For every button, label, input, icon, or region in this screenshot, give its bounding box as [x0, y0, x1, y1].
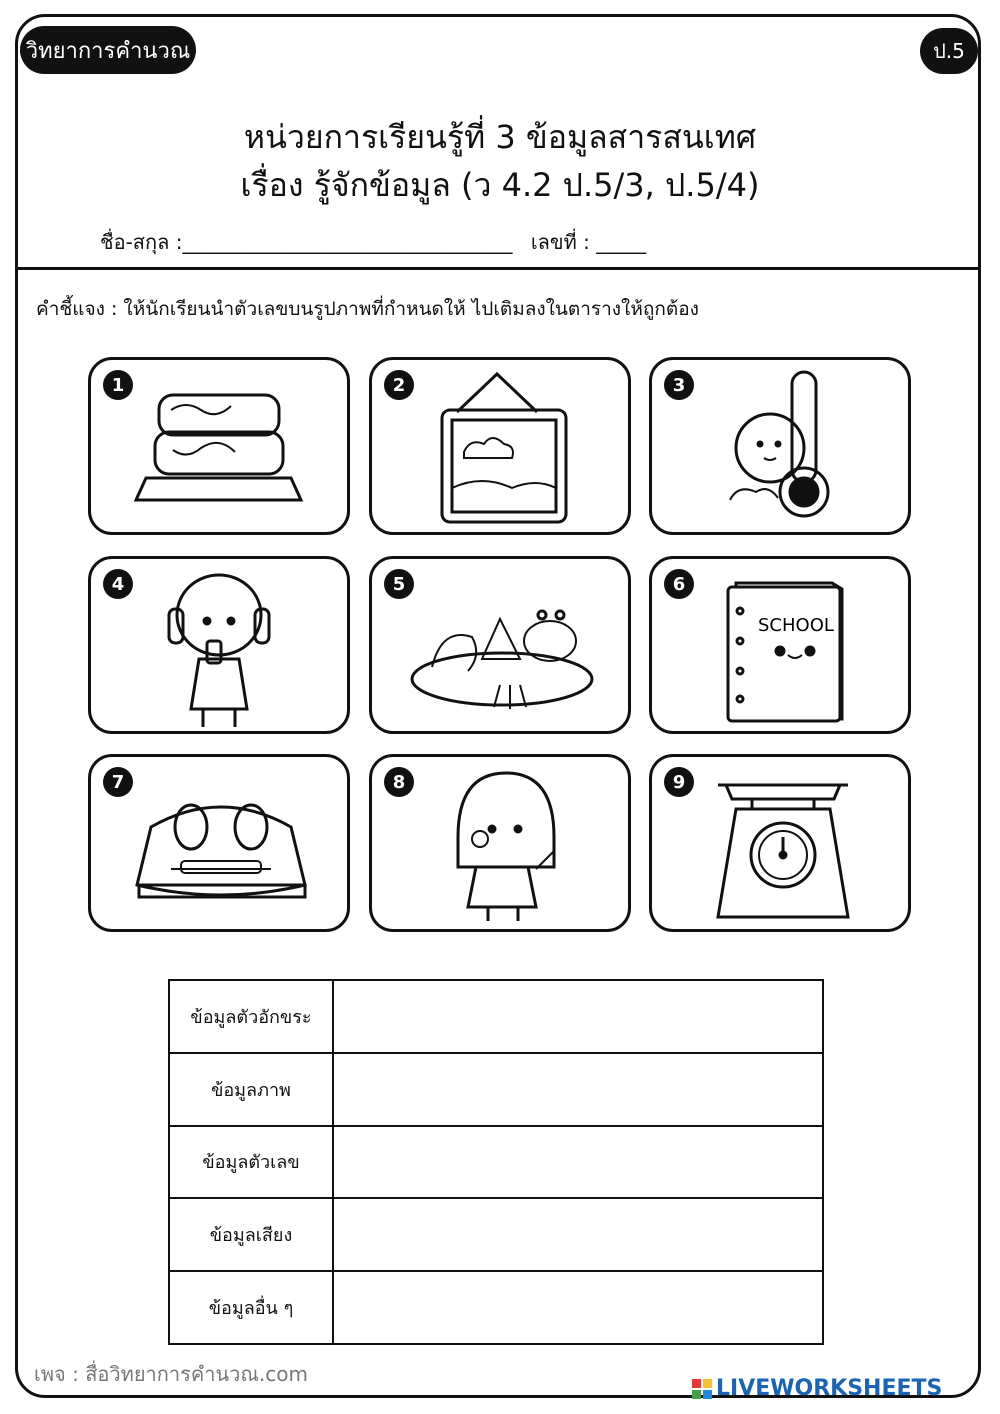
picture-card-4: [88, 556, 350, 734]
seafood-platter-icon: [372, 559, 634, 737]
card-number: 2: [384, 370, 414, 400]
lesson-title: เรื่อง รู้จักข้อมูล (ว 4.2 ป.5/3, ป.5/4): [240, 166, 760, 204]
answer-cell[interactable]: [333, 1053, 823, 1126]
card-number: 6: [664, 569, 694, 599]
number-field[interactable]: _____: [596, 230, 647, 254]
card-number: 5: [384, 569, 414, 599]
row-label: ข้อมูลตัวเลข: [169, 1126, 333, 1199]
header-divider: [15, 267, 981, 270]
table-row: [169, 1126, 823, 1199]
bathroom-scale-icon: [91, 757, 353, 935]
page-credit: เพจ : สื่อวิทยาการคำนวณ.com: [34, 1362, 308, 1386]
bread-tray-icon: [91, 360, 353, 538]
picture-card-6: [649, 556, 911, 734]
card-number: 8: [384, 767, 414, 797]
picture-card-1: [88, 357, 350, 535]
table-row: [169, 1271, 823, 1344]
card-number: 3: [664, 370, 694, 400]
card-number: 4: [103, 569, 133, 599]
subject-badge: วิทยาการคำนวณ: [20, 26, 196, 74]
hanging-picture-icon: [372, 360, 634, 538]
picture-card-7: [88, 754, 350, 932]
answer-cell[interactable]: [333, 1198, 823, 1271]
unit-title: หน่วยการเรียนรู้ที่ 3 ข้อมูลสารสนเทศ: [243, 118, 757, 156]
brand-icon: [692, 1379, 712, 1399]
picture-card-9: [649, 754, 911, 932]
name-field[interactable]: _________________________________: [182, 230, 513, 254]
instruction-text: คำชี้แจง : ให้นักเรียนนำตัวเลขบนรูปภาพที่กำหนดให้ ไปเติมลงในตารางให้ถูกต้อง: [36, 298, 699, 320]
picture-card-8: [369, 754, 631, 932]
table-row: [169, 980, 823, 1053]
student-info: [100, 226, 646, 258]
kitchen-scale-icon: [652, 757, 914, 935]
grade-badge: ป.5: [920, 28, 978, 74]
table-row: [169, 1198, 823, 1271]
girl-headphones-icon: [91, 559, 353, 737]
table-row: [169, 1053, 823, 1126]
name-label: ชื่อ-สกุล :: [100, 230, 183, 254]
girl-microphone-icon: [372, 757, 634, 935]
row-label: ข้อมูลตัวอักขระ: [169, 980, 333, 1053]
answer-cell[interactable]: [333, 1126, 823, 1199]
row-label: ข้อมูลเสียง: [169, 1198, 333, 1271]
picture-card-3: [649, 357, 911, 535]
row-label: ข้อมูลภาพ: [169, 1053, 333, 1126]
card-number: 9: [664, 767, 694, 797]
picture-card-2: [369, 357, 631, 535]
row-label: ข้อมูลอื่น ๆ: [169, 1271, 333, 1344]
book-cover-text: SCHOOL: [758, 615, 834, 636]
answer-cell[interactable]: [333, 980, 823, 1053]
school-book-icon: [652, 559, 914, 737]
liveworksheets-logo[interactable]: [692, 1376, 942, 1401]
answer-cell[interactable]: [333, 1271, 823, 1344]
picture-card-5: [369, 556, 631, 734]
sun-thermometer-icon: [652, 360, 914, 538]
number-label: เลขที่ :: [530, 230, 590, 254]
card-number: 7: [103, 767, 133, 797]
brand-name: LIVEWORKSHEETS: [716, 1376, 943, 1401]
card-number: 1: [103, 370, 133, 400]
answer-table: [168, 979, 824, 1345]
